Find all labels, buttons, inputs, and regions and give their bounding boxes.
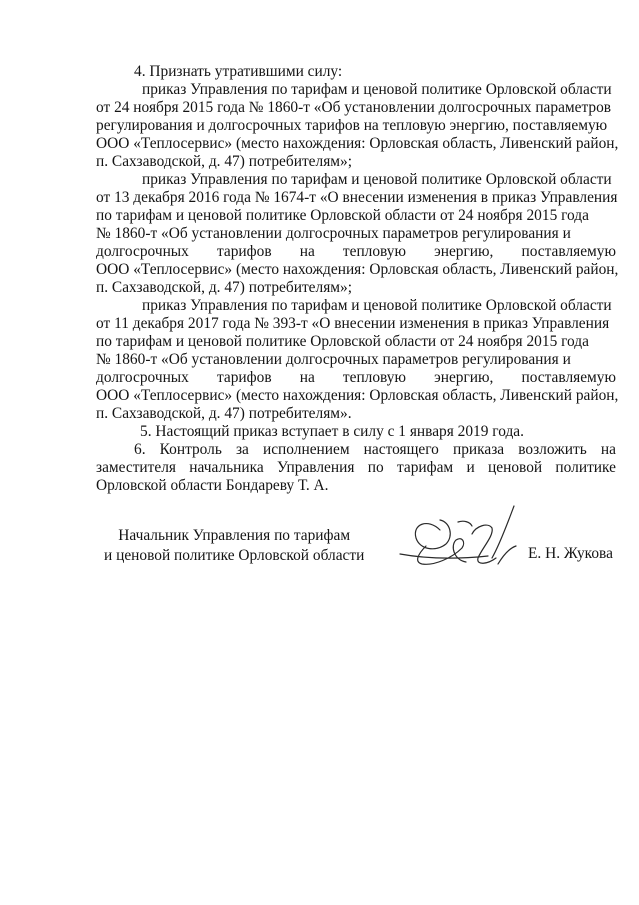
word: на — [299, 243, 315, 260]
item3-justified-line — [96, 369, 616, 387]
word: тарифов — [216, 369, 272, 386]
signatory-title-line1: Начальник Управления по тарифам — [118, 527, 351, 544]
word: тарифов — [216, 243, 272, 260]
item1-line: ООО «Теплосервис» (место нахождения: Орловская область, Ливенский район, — [96, 135, 619, 152]
item1-line: приказ Управления по тарифам и ценовой политике Орловской области — [142, 81, 612, 98]
word: энергию, — [434, 243, 494, 260]
clause-6-line2 — [96, 459, 616, 477]
word: политике — [555, 459, 616, 476]
item1-line: регулирования и долгосрочных тарифов на тепловую энергию, поставляемую — [96, 117, 608, 134]
item3-line: № 1860-т «Об установлении долгосрочных параметров регулирования и — [96, 351, 571, 368]
signatory-name: Е. Н. Жукова — [528, 545, 613, 562]
item2-line: приказ Управления по тарифам и ценовой политике Орловской области — [142, 171, 612, 188]
word: энергию, — [434, 369, 494, 386]
word: на — [299, 369, 315, 386]
word: долгосрочных — [96, 369, 189, 386]
item2-line: по тарифам и ценовой политике Орловской области от 24 ноября 2015 года — [96, 207, 589, 224]
word: по — [367, 459, 384, 476]
word: тепловую — [342, 369, 406, 386]
item1-line: от 24 ноября 2015 года № 1860-т «Об установлении долгосрочных параметров — [96, 99, 612, 116]
clause-6-line3: Орловской области Бондареву Т. А. — [96, 477, 329, 494]
item2-line: п. Сахзаводской, д. 47) потребителям»; — [96, 279, 352, 296]
item3-line: п. Сахзаводской, д. 47) потребителям». — [96, 405, 352, 422]
word: настоящего — [363, 441, 439, 458]
item2-line: № 1860-т «Об установлении долгосрочных параметров регулирования и — [96, 225, 571, 242]
item3-line: от 11 декабря 2017 года № 393-т «О внесении изменения в приказ Управления — [96, 315, 610, 332]
item2-line: от 13 декабря 2016 года № 1674-т «О внесении изменения в приказ Управления — [96, 189, 618, 206]
word: заместителя — [96, 459, 176, 476]
word: возложить — [518, 441, 587, 458]
clause-5: 5. Настоящий приказ вступает в силу с 1 января 2019 года. — [140, 423, 524, 440]
word: поставляемую — [521, 243, 616, 260]
item3-line: по тарифам и ценовой политике Орловской области от 24 ноября 2015 года — [96, 333, 589, 350]
word: тепловую — [342, 243, 406, 260]
item2-line: ООО «Теплосервис» (место нахождения: Орловская область, Ливенский район, — [96, 261, 619, 278]
word: поставляемую — [521, 369, 616, 386]
word: Контроль — [159, 441, 222, 458]
word: 6. — [134, 441, 146, 458]
word: тарифам — [396, 459, 454, 476]
word: начальника — [189, 459, 264, 476]
word: ценовой — [488, 459, 543, 476]
item3-line: приказ Управления по тарифам и ценовой политике Орловской области — [142, 297, 612, 314]
signatory-title — [104, 526, 364, 566]
word: Управления — [276, 459, 355, 476]
word: долгосрочных — [96, 243, 189, 260]
word: на — [600, 441, 616, 458]
word: за — [235, 441, 249, 458]
handwritten-signature — [392, 492, 542, 587]
item2-justified-line — [96, 243, 616, 261]
word: приказа — [452, 441, 505, 458]
item1-line: п. Сахзаводской, д. 47) потребителям»; — [96, 153, 352, 170]
item3-line: ООО «Теплосервис» (место нахождения: Орловская область, Ливенский район, — [96, 387, 619, 404]
clause-6-line1 — [134, 441, 616, 459]
clause-4-heading: 4. Признать утратившими силу: — [134, 63, 343, 80]
word: исполнением — [262, 441, 350, 458]
word: и — [466, 459, 475, 476]
signatory-title-line2: и ценовой политике Орловской области — [104, 547, 365, 564]
